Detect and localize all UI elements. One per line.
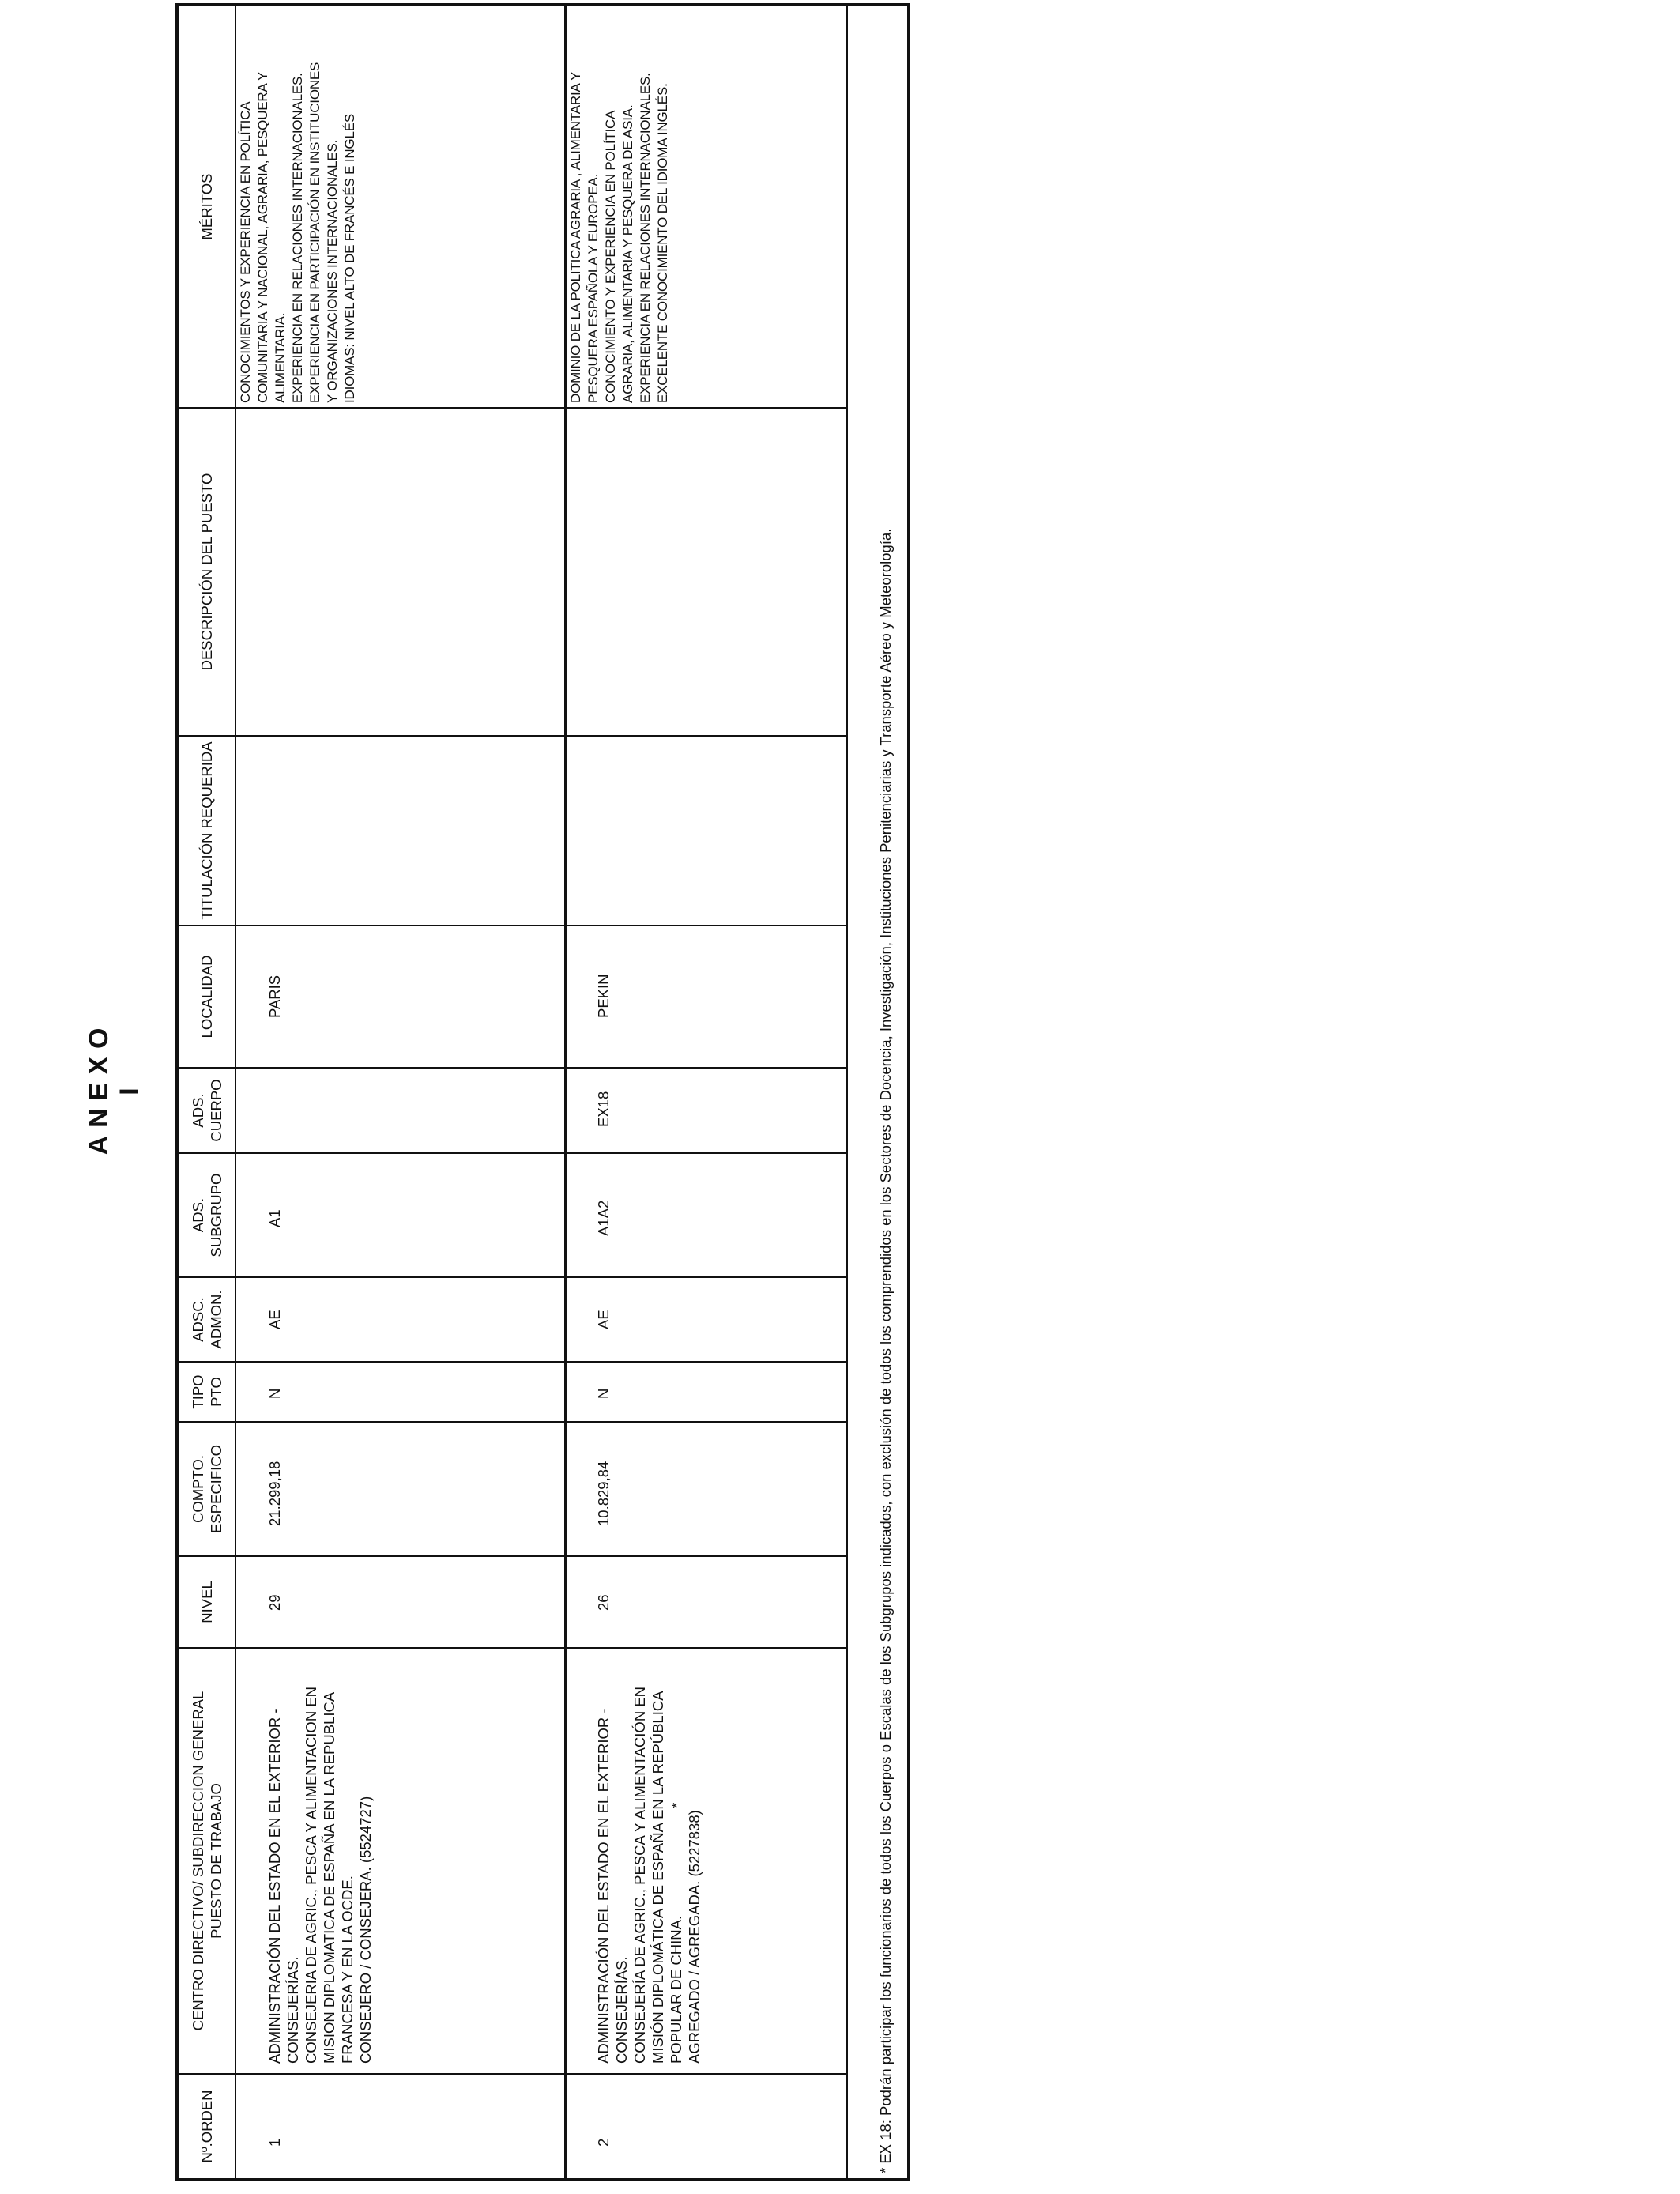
row-1-localidad: PARIS [266, 974, 283, 1018]
header-centro-line1: CENTRO DIRECTIVO/ SUBDIRECCION GENERAL [189, 1691, 206, 2031]
row-1-adsc: AE [266, 1310, 283, 1329]
header-localidad [179, 926, 235, 1067]
header-adsc [179, 1278, 235, 1361]
row-2-localidad: PEKIN [595, 974, 612, 1018]
header-compto [179, 1423, 235, 1555]
header-nivel [179, 1557, 235, 1647]
row-1-orden: 1 [266, 2138, 283, 2147]
column-divider [175, 925, 846, 926]
column-divider [175, 1152, 846, 1154]
row-1-subgrupo: A1 [266, 1209, 283, 1227]
header-meritos-label: MÉRITOS [198, 173, 215, 240]
header-tipo-line1: TIPO [189, 1374, 206, 1409]
row-2-nivel: 26 [595, 1594, 612, 1611]
row-1-tipo: N [266, 1388, 283, 1399]
column-divider [175, 1276, 846, 1278]
header-subgrupo-line1: ADS. [189, 1197, 206, 1233]
row-divider [564, 3, 567, 2181]
column-divider [175, 1361, 846, 1363]
header-subgrupo [179, 1154, 235, 1276]
row-2-subgrupo: A1A2 [595, 1200, 612, 1236]
header-descripcion [179, 409, 235, 735]
column-divider [175, 1067, 846, 1069]
column-divider [175, 1555, 846, 1557]
header-compto-line2: ESPECIFICO [207, 1444, 224, 1534]
header-centro-line2: PUESTO DE TRABAJO [207, 1783, 224, 1939]
header-adsc-line2: ADMON. [207, 1290, 224, 1349]
column-divider [175, 407, 846, 409]
row-2-tipo: N [595, 1388, 612, 1399]
header-adsc-line1: ADSC. [189, 1297, 206, 1342]
header-subgrupo-line2: SUBGRUPO [207, 1173, 224, 1257]
header-centro [179, 1649, 235, 2073]
row-1-compto: 21.299,18 [266, 1461, 283, 1526]
footnote-divider [846, 3, 848, 2181]
row-1-meritos: CONOCIMIENTOS Y EXPERIENCIA EN POLÍTICA COMUNITARIA Y NACIONAL, AGRARIA, PESQUERA Y ALIMENTARIA. EXPERIENCIA EN RELACIONES INTERNACIONALES. EXPERIENCIA EN PARTICIPACIÓN EN INSTITUCIONES Y ORGANIZACIONES INTERNACIONALES. IDIOMAS: NIVEL ALTO DE FRANCÉS E INGLÉS [238, 62, 357, 403]
header-cuerpo-line2: CUERPO [207, 1079, 224, 1142]
row-2-cuerpo: EX18 [595, 1091, 612, 1127]
footnote: * EX 18: Podrán participar los funcionarios de todos los Cuerpos o Escalas de los Subgrupos indicados, con exclusión de todos los comprendidos en los Sectores de Docencia, Investigación, Instituciones Penitenciarias y Transporte Aéreo y Meteorología. [877, 528, 894, 2173]
row-2-adsc: AE [595, 1310, 612, 1329]
header-titulacion-label: TITULACIÓN REQUERIDA [198, 741, 215, 920]
page-title: ANEXO I [84, 1020, 145, 1155]
row-2-orden: 2 [595, 2138, 612, 2147]
row-1-nivel: 29 [266, 1594, 283, 1611]
column-divider [175, 1647, 846, 1649]
header-cuerpo-line1: ADS. [189, 1093, 206, 1128]
row-2-asterisk: * [669, 1802, 685, 1808]
header-descripcion-label: DESCRIPCIÓN DEL PUESTO [198, 473, 215, 671]
header-divider [235, 3, 236, 2181]
row-2-centro: ADMINISTRACIÓN DEL ESTADO EN EL EXTERIOR - CONSEJERÍAS. CONSEJERÍA DE AGRIC., PESCA Y ALIMENTACIÓN EN MISIÓN DIPLOMÁTICA DE ESPAÑA EN LA REPÚBLICA POPULAR DE CHINA. AGREGADO / AGREGADA. (5227838) [595, 1686, 703, 2064]
header-orden-label: Nº.ORDEN [198, 2090, 215, 2163]
row-1-centro: ADMINISTRACIÓN DEL ESTADO EN EL EXTERIOR - CONSEJERÍAS. CONSEJERIA DE AGRIC., PESCA Y ALIMENTACION EN MISION DIPLOMATICA DE ESPAÑA EN LA REPUBLICA FRANCESA Y EN LA OCDE. CONSEJERO / CONSEJERA. (5524727) [266, 1686, 374, 2064]
header-titulacion [179, 737, 235, 925]
header-orden [179, 2075, 235, 2178]
header-tipo-line2: PTO [207, 1377, 224, 1407]
header-compto-line1: COMPTO. [189, 1455, 206, 1523]
header-localidad-label: LOCALIDAD [198, 955, 215, 1039]
header-tipo [179, 1363, 235, 1421]
row-2-compto: 10.829,84 [595, 1461, 612, 1526]
column-divider [175, 735, 846, 737]
column-divider [175, 2073, 846, 2075]
header-meritos [179, 6, 235, 407]
row-2-meritos: DOMINIO DE LA POLITICA AGRARIA , ALIMENTARIA Y PESQUERA ESPAÑOLA Y EUROPEA. CONOCIMIENTO Y EXPERIENCIA EN POLÍTICA AGRARIA, ALIMENTARIA Y PESQUERA DE ASIA. EXPERIENCIA EN RELACIONES INTERNACIONALES. EXCELENTE CONOCIMIENTO DEL IDIOMA INGLÉS. [568, 71, 670, 403]
column-divider [175, 1421, 846, 1423]
header-cuerpo [179, 1069, 235, 1152]
header-nivel-label: NIVEL [198, 1581, 215, 1623]
